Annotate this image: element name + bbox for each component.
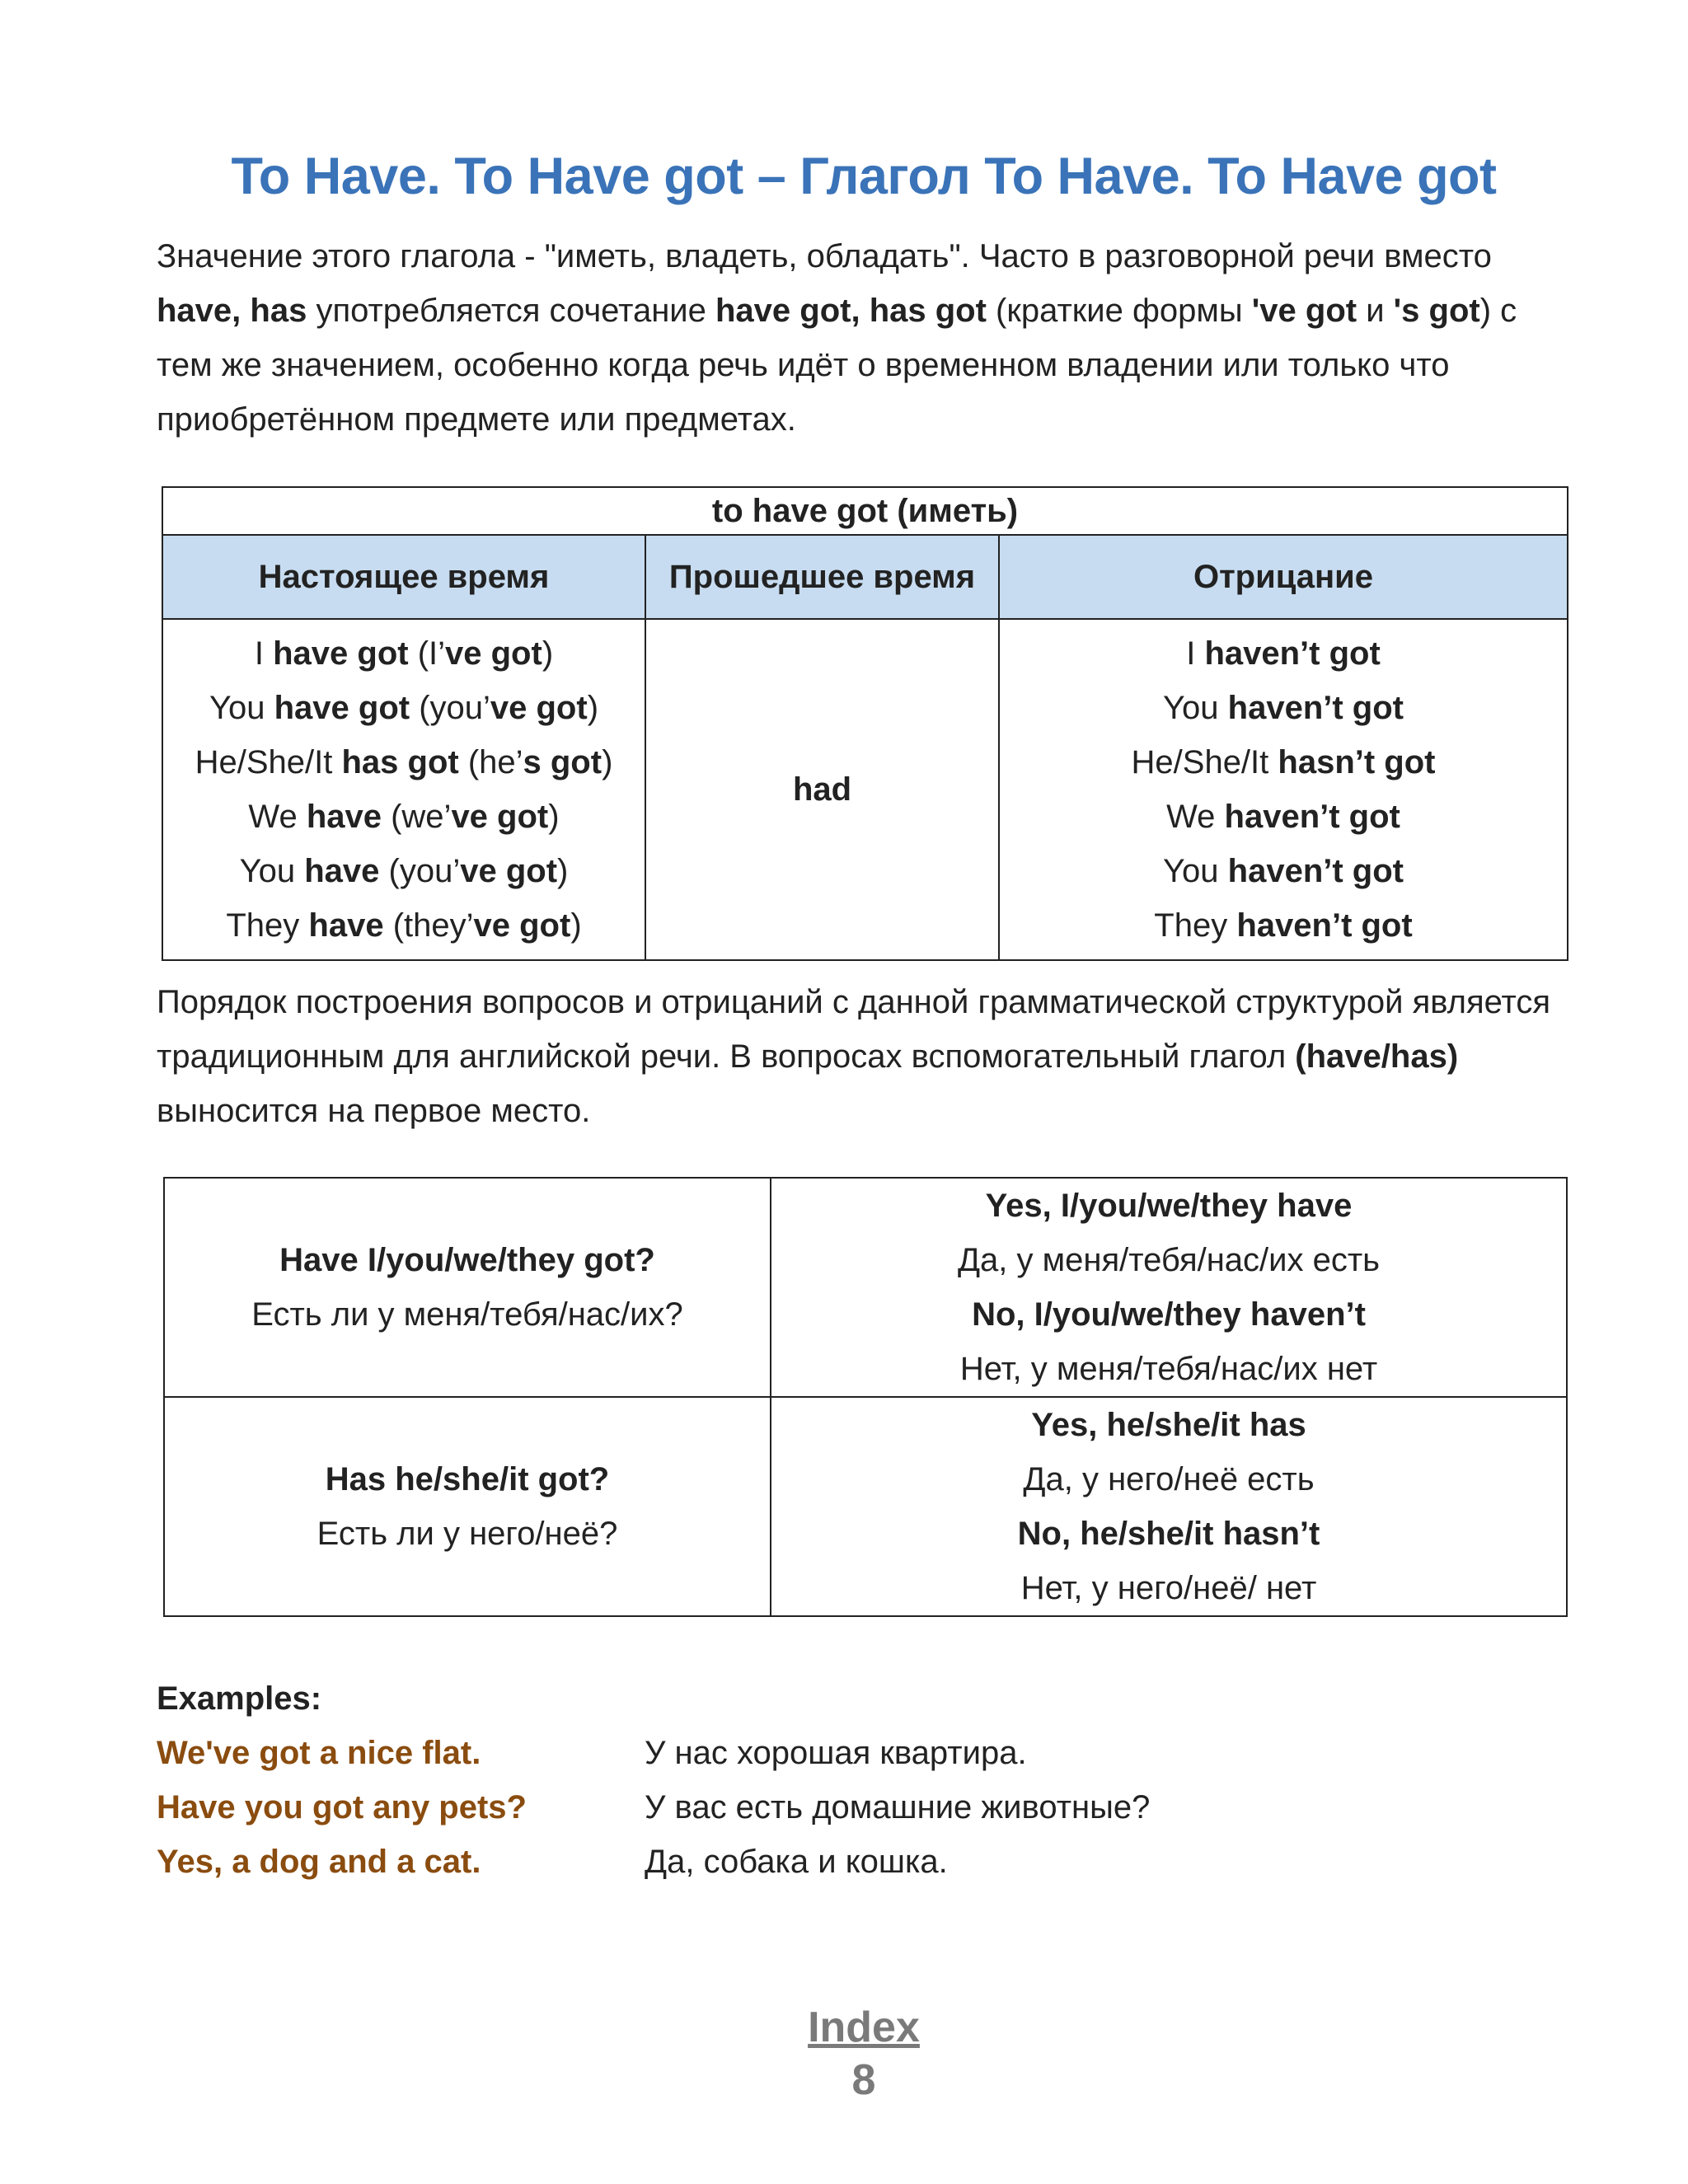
text-run: (they’	[383, 907, 474, 944]
intro-paragraph	[157, 229, 1574, 447]
bold-text: haven’t got	[1204, 635, 1381, 672]
examples-section	[157, 1671, 1150, 1889]
bold-text: haven’t got	[1227, 690, 1404, 726]
bold-text: s got	[523, 744, 603, 780]
text-run: )	[587, 690, 599, 726]
answer-yes: Yes, he/she/it has	[1031, 1407, 1306, 1443]
bold-text: have got	[274, 690, 410, 726]
text-run: You	[239, 853, 305, 889]
bold-text: haven’t got	[1224, 799, 1400, 835]
example-ru: У нас хорошая квартира.	[645, 1735, 1027, 1771]
bold-text: ve got	[490, 690, 588, 726]
bold-text: ve got	[445, 635, 542, 672]
table-caption: to have got (иметь)	[162, 487, 1568, 535]
answer-no-ru: Нет, у него/неё/ нет	[1020, 1570, 1317, 1606]
bold-text: have	[308, 907, 384, 944]
answer-yes-ru: Да, у него/неё есть	[1023, 1461, 1315, 1497]
present-line	[163, 844, 645, 898]
text-run: )	[570, 907, 582, 944]
present-line	[163, 681, 645, 735]
text-run: (you’	[410, 690, 490, 726]
negative-line	[1000, 735, 1567, 790]
bold-text: hasn’t got	[1278, 744, 1436, 780]
bold-text: ve got	[473, 907, 571, 944]
question-en: Have I/you/we/they got?	[279, 1242, 655, 1278]
present-line	[163, 735, 645, 790]
answer-no-ru: Нет, у меня/тебя/нас/их нет	[959, 1351, 1378, 1387]
text-run: )	[542, 635, 554, 672]
past-cell: had	[645, 619, 999, 960]
bold-text: (have/has)	[1295, 1038, 1459, 1075]
bold-text: ve got	[451, 799, 549, 835]
page-title: To Have. To Have got – Глагол To Have. To Have got	[231, 148, 1497, 205]
question-ru: Есть ли у меня/тебя/нас/их?	[251, 1296, 683, 1333]
bold-text: ve got	[460, 853, 558, 889]
bold-text: haven’t got	[1236, 907, 1413, 944]
header-past: Прошедшее время	[645, 535, 999, 619]
answer-cell	[771, 1178, 1567, 1397]
text-run: Порядок построения вопросов и отрицаний с данной грамматической структурой является традиционным для английской речи. В вопросах вспомогательный глагол	[157, 984, 1551, 1075]
index-link[interactable]: Index	[808, 2004, 920, 2051]
text-run: употребляется сочетание	[307, 293, 715, 329]
negative-line	[1000, 681, 1567, 735]
bold-text: haven’t got	[1227, 853, 1404, 889]
question-order-paragraph	[157, 975, 1574, 1138]
bold-text: have, has	[157, 293, 307, 329]
negative-cell	[999, 619, 1568, 960]
text-run: We	[248, 799, 307, 835]
text-run: (he’	[458, 744, 523, 780]
answer-yes: Yes, I/you/we/they have	[985, 1188, 1353, 1224]
text-run: )	[602, 744, 613, 780]
bold-text: 've got	[1251, 293, 1357, 329]
example-ru: У вас есть домашние животные?	[645, 1789, 1151, 1825]
bold-text: 's got	[1393, 293, 1480, 329]
answer-no: No, I/you/we/they haven’t	[972, 1296, 1366, 1333]
page-number: 8	[851, 2056, 876, 2104]
example-en: Have you got any pets?	[157, 1789, 527, 1825]
example-row	[157, 1835, 1150, 1889]
page-footer	[0, 2001, 1688, 2107]
text-run: (you’	[379, 853, 461, 889]
text-run: и	[1357, 293, 1394, 329]
example-en: Yes, a dog and a cat.	[157, 1844, 481, 1880]
text-run: You	[209, 690, 274, 726]
bold-text: have got	[273, 635, 409, 672]
text-run: They	[226, 907, 309, 944]
question-ru: Есть ли у него/неё?	[316, 1516, 618, 1552]
negative-line	[1000, 844, 1567, 898]
text-run: )	[557, 853, 569, 889]
negative-line	[1000, 790, 1567, 844]
text-run: We	[1166, 799, 1225, 835]
text-run: (I’	[408, 635, 446, 672]
present-line	[163, 790, 645, 844]
text-run: ) с тем же значением, особенно когда речь идёт о временном владении или только что приобретённом предмете или предметах.	[157, 293, 1517, 438]
question-cell	[164, 1397, 771, 1616]
example-en: We've got a nice flat.	[157, 1735, 481, 1771]
text-run: He/She/It	[195, 744, 342, 780]
negative-line	[1000, 626, 1567, 681]
example-row	[157, 1780, 1150, 1835]
answer-no: No, he/she/it hasn’t	[1017, 1516, 1320, 1552]
present-line	[163, 898, 645, 953]
table-row	[164, 1397, 1567, 1616]
example-row	[157, 1726, 1150, 1780]
table-row	[164, 1178, 1567, 1397]
examples-label: Examples:	[157, 1680, 322, 1717]
question-en: Has he/she/it got?	[325, 1461, 610, 1497]
question-table	[163, 1177, 1568, 1617]
text-run: I	[1186, 635, 1205, 672]
text-run: He/She/It	[1131, 744, 1278, 780]
present-line	[163, 626, 645, 681]
bold-text: have got, has got	[715, 293, 987, 329]
bold-text: have	[306, 799, 382, 835]
text-run: )	[548, 799, 560, 835]
answer-cell	[771, 1397, 1567, 1616]
bold-text: has got	[341, 744, 459, 780]
text-run: (we’	[381, 799, 452, 835]
text-run: выносится на первое место.	[157, 1093, 591, 1129]
example-ru: Да, собака и кошка.	[645, 1844, 948, 1880]
text-run: You	[1163, 690, 1228, 726]
text-run: They	[1154, 907, 1237, 944]
header-present: Настоящее время	[162, 535, 645, 619]
text-run: I	[254, 635, 274, 672]
text-run: (краткие формы	[986, 293, 1252, 329]
bold-text: have	[304, 853, 380, 889]
header-negative: Отрицание	[999, 535, 1568, 619]
negative-line	[1000, 898, 1567, 953]
present-cell	[162, 619, 645, 960]
text-run: You	[1163, 853, 1228, 889]
question-cell	[164, 1178, 771, 1397]
conjugation-table	[162, 486, 1568, 961]
answer-yes-ru: Да, у меня/тебя/нас/их есть	[957, 1242, 1381, 1278]
text-run: Значение этого глагола - "иметь, владеть, обладать". Часто в разговорной речи вместо	[157, 238, 1492, 274]
